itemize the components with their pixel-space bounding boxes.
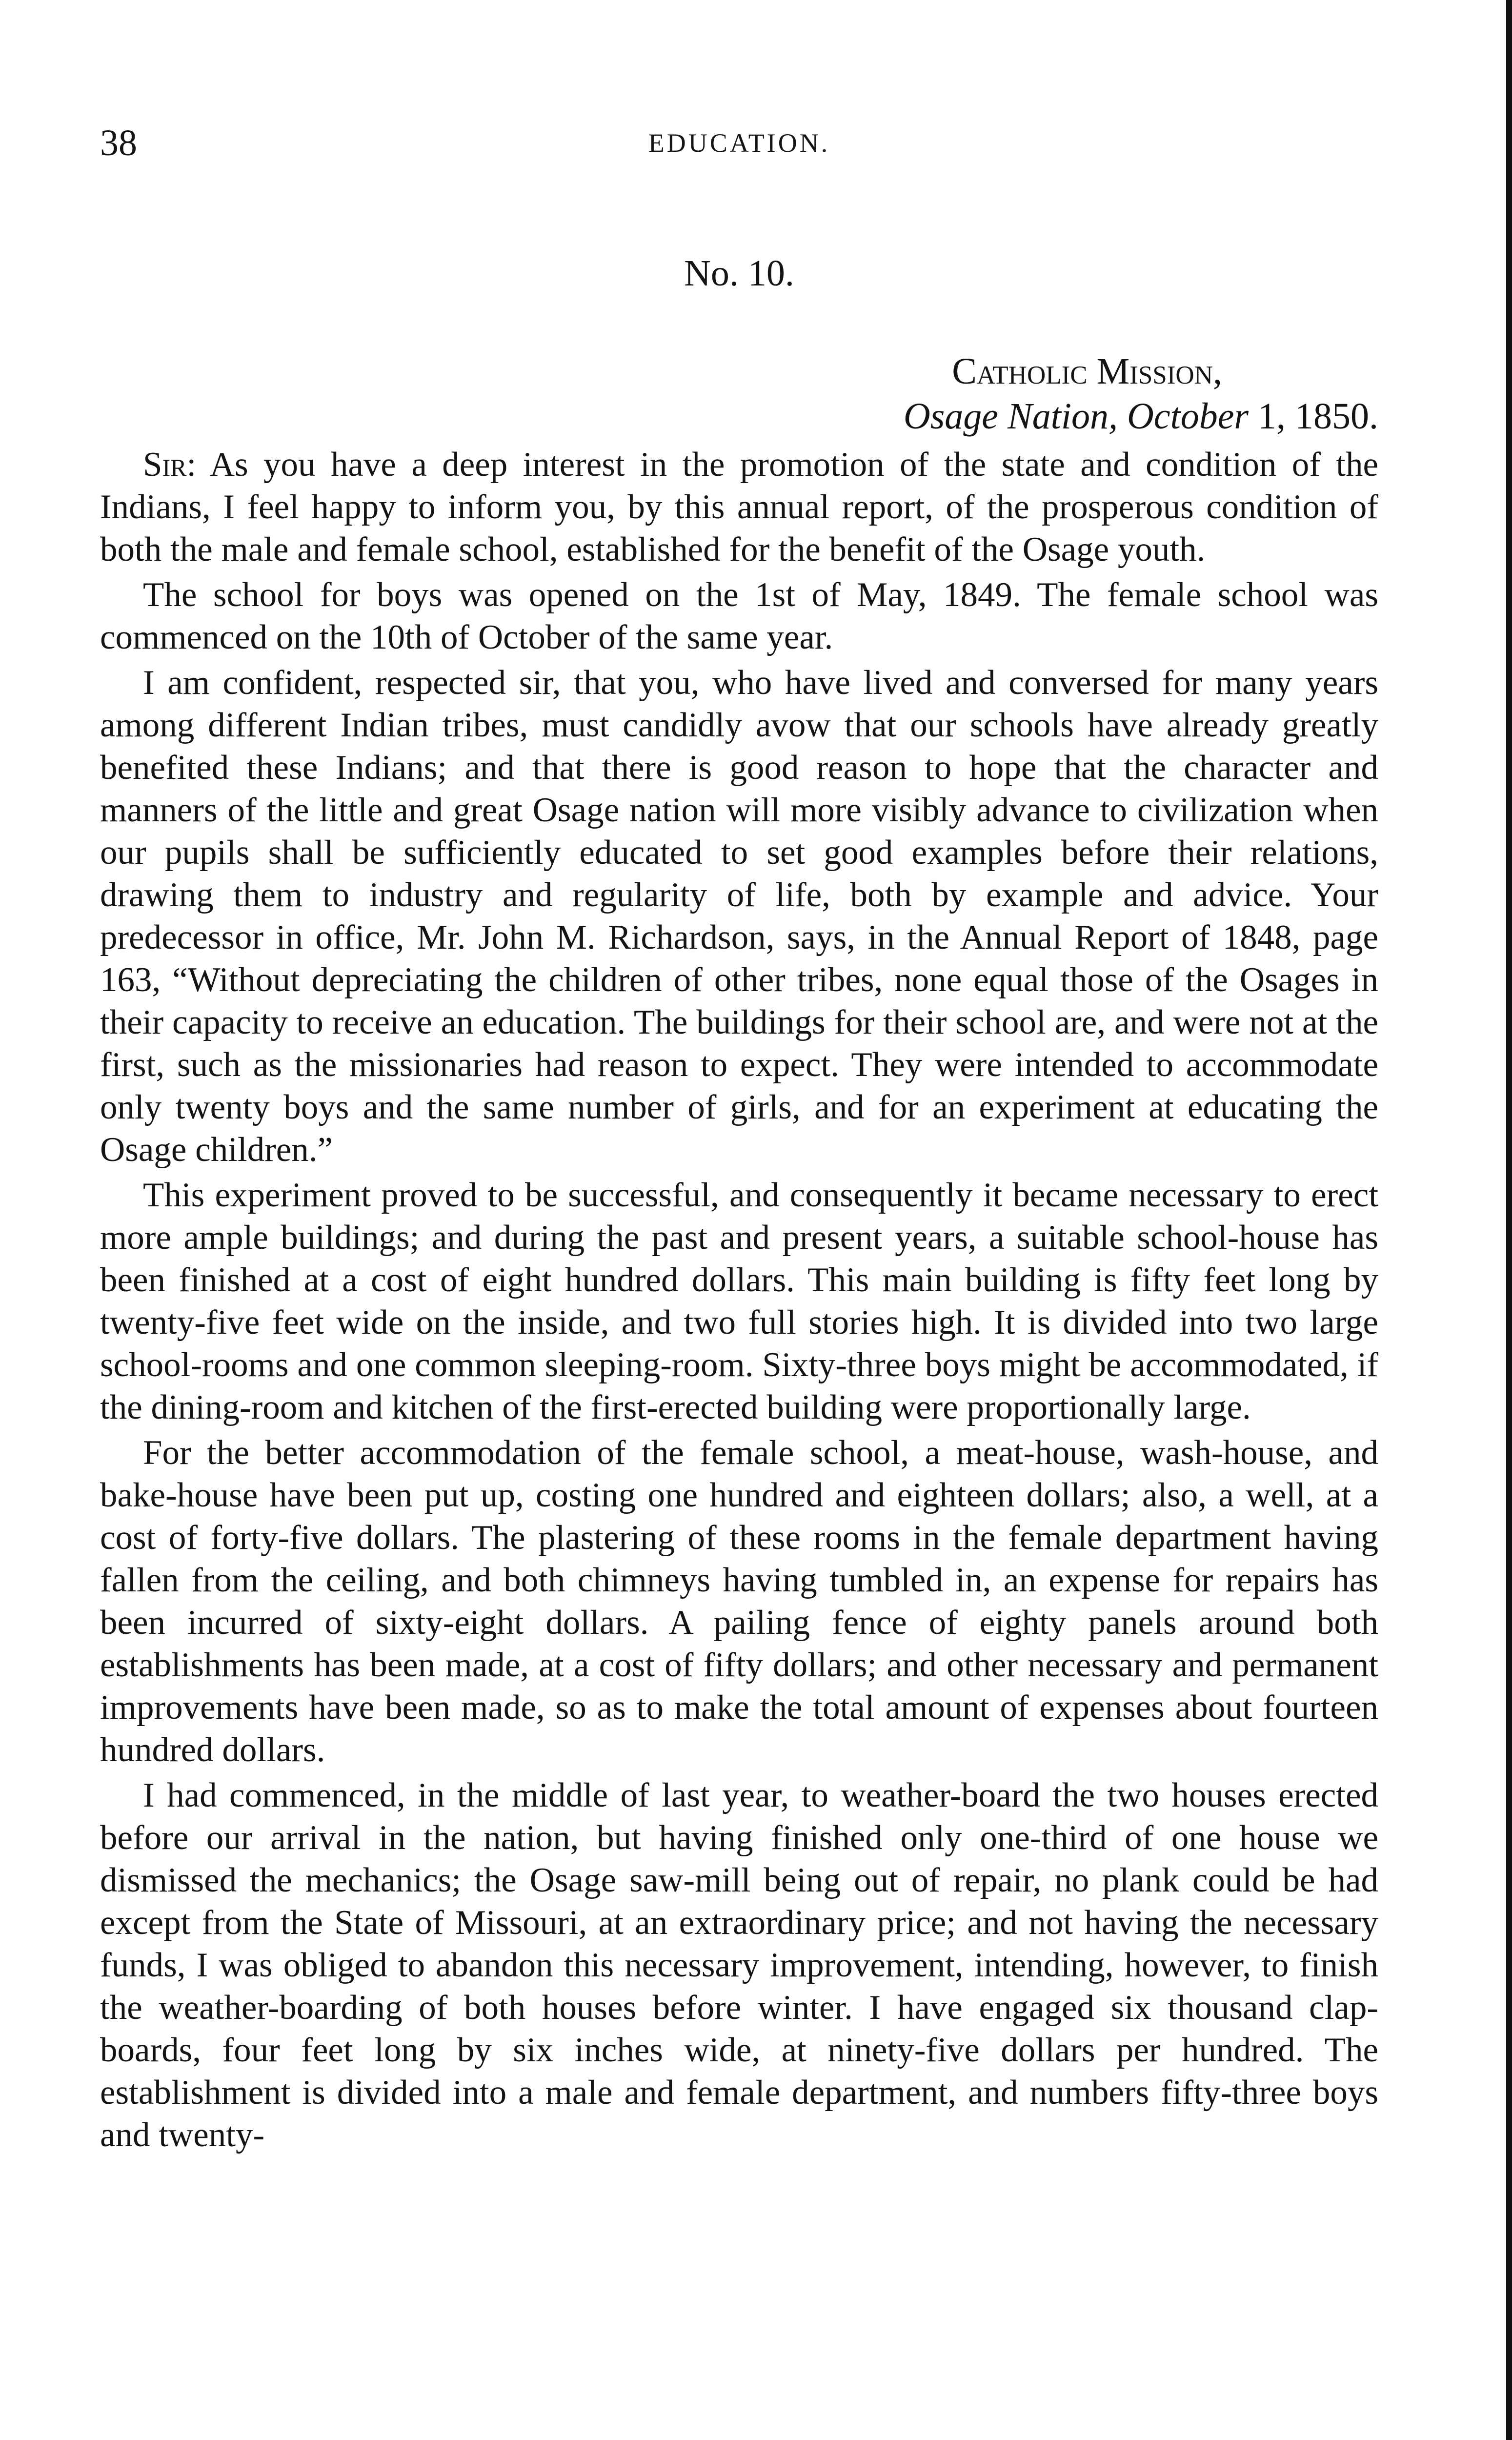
running-head	[100, 117, 1378, 171]
dateline-date	[100, 394, 1378, 439]
paragraph-3: I am confident, respected sir, that you, who have lived and conversed for many years among different Indian tribes, must candidly avow that our schools have already greatly benefited these Indians; and that there is good reason to hope that the character and manners of the little and great Osage nation will more visibly advance to civilization when our pupils shall be sufficiently educated to set good examples before their relations, drawing them to industry and regularity of life, both by example and advice. Your predecessor in office, Mr. John M. Richardson, says, in the Annual Report of 1848, page 163, “Without depreciating the children of other tribes, none equal those of the Osages in their capacity to receive an education. The buildings for their school are, and were not at the first, such as the missionaries had reason to expect. They were intended to accommodate only twenty boys and the same number of girls, and for an experiment at educating the Osage children.”	[100, 664, 1378, 1169]
dateline-place: Catholic Mission,	[952, 351, 1222, 392]
dateline	[100, 349, 1378, 439]
scan-edge-right	[1506, 0, 1512, 2440]
paragraph-4: This experiment proved to be successful, and consequently it became necessary to erect more ample buildings; and during the past and present years, a suitable school-house has been finished at a cost of eight hundred dollars. This main building is fifty feet long by twenty-five feet wide on the inside, and two full stories high. It is divided into two large school-rooms and one common sleeping-room. Sixty-three boys might be accommodated, if the dining-room and kitchen of the first-erected building were proportionally large.	[100, 1176, 1378, 1426]
paragraph-5: For the better accommodation of the female school, a meat-house, wash-house, and bake-house have been put up, costing one hundred and eighteen dollars; also, a well, at a cost of forty-five dollars. The plastering of these rooms in the female department having fallen from the ceiling, and both chimneys having tumbled in, an expense for repairs has been incurred of sixty-eight dollars. A pailing fence of eighty panels around both establishments has been made, at a cost of fifty dollars; and other necessary and permanent improvements have been made, so as to make the total amount of expenses about fourteen hundred dollars.	[100, 1434, 1378, 1769]
paragraph-2: The school for boys was opened on the 1st of May, 1849. The female school was commenced on the 10th of October of the same year.	[100, 576, 1378, 656]
paragraph-1	[100, 444, 1378, 571]
document-page	[100, 117, 1378, 2159]
document-number: No. 10.	[684, 253, 794, 294]
section-title: EDUCATION.	[648, 128, 830, 158]
page-number: 38	[100, 122, 137, 163]
letter-body	[100, 444, 1378, 2156]
dateline-date-rest: 1, 1850.	[1249, 396, 1378, 437]
dateline-location: Osage Nation, October	[903, 396, 1249, 437]
paragraph-6: I had commenced, in the middle of last year, to weather-board the two houses erected before our arrival in the nation, but having finished only one-third of one house we dismissed the mechanics; the Osage saw-mill being out of repair, no plank could be had except from the State of Missouri, at an extraordinary price; and not having the necessary funds, I was obliged to abandon this necessary improvement, intending, however, to finish the weather-boarding of both houses before winter. I have engaged six thousand clap-boards, four feet long by six inches wide, at ninety-five dollars per hundred. The establishment is divided into a male and female department, and numbers fifty-three boys and twenty-	[100, 1776, 1378, 2154]
salutation: Sir	[143, 446, 187, 484]
paragraph-1-text: : As you have a deep interest in the promotion of the state and condition of the Indians, I feel happy to inform you, by this annual report, of the prosperous condition of both the male and female school, established for the benefit of the Osage youth.	[100, 446, 1378, 569]
